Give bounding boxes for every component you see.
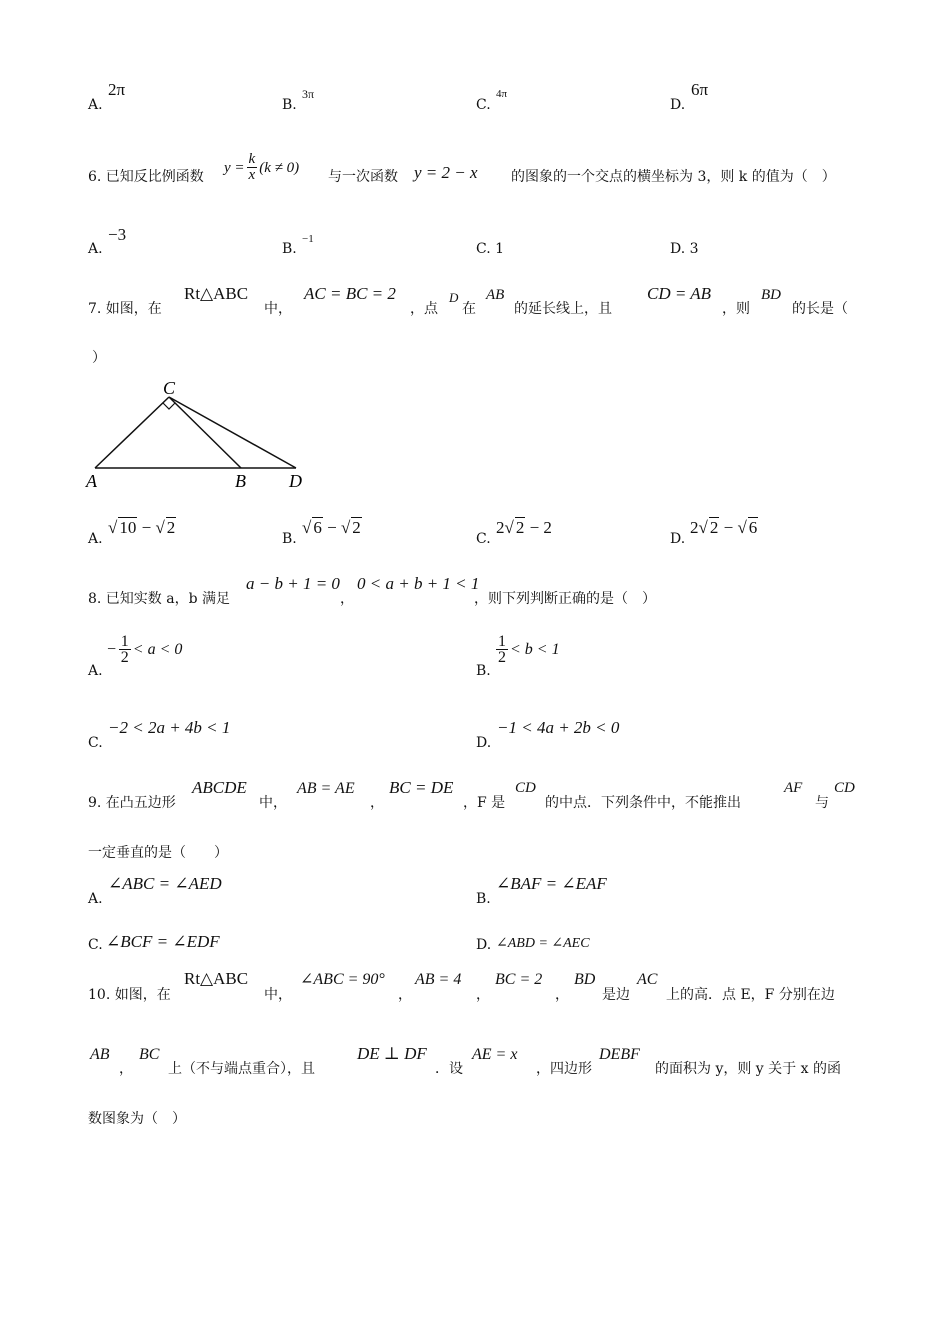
q10-bc: BC = 2: [495, 971, 543, 988]
q10-segment-ab: AB: [90, 1046, 110, 1063]
q7-option-d-op: −: [719, 518, 738, 537]
q7-option-b-label: B.: [282, 531, 297, 547]
q8-option-b-den: 2: [498, 649, 506, 666]
q10-ae: AE = x: [472, 1046, 518, 1063]
q10-rt-triangle: Rt△ABC: [184, 969, 249, 988]
q7-option-b: √ 6 − √ 2: [302, 518, 361, 537]
q10-comma-3: ，: [555, 987, 569, 1003]
q10-text-3: 是边: [602, 987, 630, 1003]
q10-text-2: 中，: [264, 987, 292, 1003]
q10-ab: AB = 4: [415, 971, 462, 988]
q8-option-b: [494, 634, 560, 665]
q10-quadrilateral: DEBF: [599, 1046, 640, 1063]
q7-option-b-radicand-1: 6: [313, 518, 322, 537]
q9-text-5: 与: [815, 795, 829, 811]
q7-rt-triangle: Rt△ABC: [184, 284, 249, 303]
q7-point-d: D: [449, 290, 459, 305]
q7-text-4: 在: [462, 301, 476, 317]
q9-segment-cd-2: CD: [834, 780, 855, 796]
q10-comma-1: ，: [398, 987, 412, 1003]
q8-option-a-neg: −: [106, 640, 117, 658]
q5-option-d: 6π: [691, 80, 709, 99]
q9-segment-cd: CD: [515, 780, 536, 796]
q6-function: [224, 152, 299, 183]
q7-right-angle-mark: [163, 403, 175, 409]
q5-option-c: 4π: [496, 88, 508, 100]
q10-angle: ∠ABC = 90°: [300, 971, 385, 988]
q5-option-b: 3π: [302, 87, 315, 101]
q10-text-1: 10. 如图，在: [88, 987, 171, 1003]
q9-option-a: ∠ABC = ∠AED: [108, 874, 222, 893]
q9-text-1: 9. 在凸五边形: [88, 795, 176, 811]
q7-option-a-op: −: [137, 518, 156, 537]
q6-option-a: −3: [108, 225, 127, 244]
q7-label-d: D: [289, 471, 302, 491]
q7-label-c: C: [163, 378, 176, 398]
q7-option-c-radicand: 2: [515, 518, 525, 537]
q9-text-3: ，F 是: [463, 795, 506, 811]
q7-option-c-coef: 2: [496, 518, 505, 537]
q8-option-b-fraction: [496, 634, 508, 665]
q8-option-a-den: 2: [120, 649, 129, 666]
q8-option-d-label: D.: [476, 735, 492, 751]
q9-option-c-label: C.: [88, 937, 103, 953]
q7-text-2: 中，: [264, 301, 292, 317]
q7-text-1: 7. 如图，在: [88, 301, 162, 317]
q7-segment-ab: AB: [486, 287, 505, 303]
q9-pentagon: ABCDE: [192, 778, 247, 797]
q7-option-a: √ 10 − √ 2: [108, 518, 176, 537]
q7-option-d-coef: 2: [690, 518, 699, 537]
q8-option-c: −2 < 2a + 4b < 1: [108, 718, 231, 737]
q8-comma: ，: [340, 591, 354, 607]
q10-text-8: 的面积为 y，则 y 关于 x 的函: [655, 1061, 841, 1077]
q7-option-b-op: −: [322, 518, 341, 537]
q6-linear: y = 2 − x: [414, 163, 478, 182]
q7-text-6: ，则: [722, 301, 750, 317]
q8-option-d: −1 < 4a + 2b < 0: [497, 718, 620, 737]
q6-text-3: 的图象的一个交点的横坐标为 3，则 k 的值为（ ）: [511, 169, 836, 185]
q9-condition-2: BC = DE: [389, 778, 454, 797]
q8-option-b-label: B.: [476, 663, 491, 679]
q6-text-1: 6. 已知反比例函数: [88, 169, 204, 185]
q7-option-c: 2√ 2 − 2: [496, 518, 552, 537]
q10-segment-bc: BC: [139, 1046, 160, 1063]
q9-comma: ，: [370, 795, 384, 811]
q9-option-d: ∠ABD = ∠AEC: [496, 936, 590, 951]
q5-option-a: 2π: [108, 80, 126, 99]
q6-condition: (k ≠ 0): [259, 159, 300, 176]
q6-fraction: [247, 152, 258, 183]
q7-option-c-label: C.: [476, 531, 491, 547]
q7-label-b: B: [235, 471, 246, 491]
q6-option-d: D. 3: [670, 241, 699, 257]
q7-option-d-label: D.: [670, 531, 686, 547]
q7-line-ac: [95, 397, 169, 468]
q6-frac-num: k: [248, 151, 256, 167]
q10-perpendicular: DE ⊥ DF: [357, 1044, 427, 1063]
q7-close-paren: ）: [92, 350, 106, 366]
q10-text-5: 上（不与端点重合），且: [168, 1061, 315, 1077]
q10-text-7: ，四边形: [536, 1061, 592, 1077]
q5-option-c-label: C.: [476, 97, 491, 113]
q9-option-d-label: D.: [476, 937, 492, 953]
q10-comma-2: ，: [476, 987, 490, 1003]
q7-option-a-radicand-2: 2: [166, 518, 176, 537]
q8-text-2: ，则下列判断正确的是（ ）: [474, 591, 656, 607]
q8-option-a-num: 1: [120, 633, 129, 650]
q7-condition-1: AC = BC = 2: [304, 284, 396, 303]
q7-option-b-radicand-2: 2: [352, 518, 361, 537]
q8-option-b-rest: < b < 1: [510, 640, 560, 658]
q6-option-b: −1: [302, 233, 314, 245]
q8-condition-1: a − b + 1 = 0: [246, 574, 340, 593]
q7-option-c-rest: − 2: [525, 518, 552, 537]
q9-segment-af: AF: [784, 780, 803, 796]
q10-ac: AC: [637, 971, 658, 988]
q5-option-a-label: A.: [88, 97, 103, 113]
q8-option-a-label: A.: [88, 663, 103, 679]
q9-text-4: 的中点．下列条件中，不能推出: [545, 795, 741, 811]
q9-text-6: 一定垂直的是（ ）: [88, 845, 228, 861]
q7-line-cb: [169, 397, 241, 468]
q7-condition-2: CD = AB: [647, 284, 712, 303]
q8-option-a: [106, 634, 182, 665]
q7-option-d-radicand-2: 6: [748, 518, 758, 537]
q5-option-b-label: B.: [282, 97, 297, 113]
q7-line-cd: [169, 397, 296, 468]
q8-condition-2: 0 < a + b + 1 < 1: [357, 574, 480, 593]
q10-text-4: 上的高．点 E，F 分别在边: [666, 987, 835, 1003]
q6-fn-lhs: y =: [224, 159, 245, 176]
q7-option-a-label: A.: [88, 531, 103, 547]
q6-text-2: 与一次函数: [328, 169, 398, 185]
q6-option-c: C. 1: [476, 241, 505, 257]
q10-bd: BD: [574, 971, 596, 988]
q7-label-a: A: [86, 471, 97, 491]
q7-option-d: 2√ 2 − √ 6: [690, 518, 758, 537]
q6-option-b-label: B.: [282, 241, 297, 257]
q7-text-5: 的延长线上，且: [514, 301, 612, 317]
q6-option-a-label: A.: [88, 241, 103, 257]
q8-option-c-label: C.: [88, 735, 103, 751]
q7-option-a-radicand-1: 10: [119, 518, 137, 537]
q9-option-c: ∠BCF = ∠EDF: [106, 932, 220, 951]
q6-frac-den: x: [248, 167, 256, 183]
q7-text-3: ，点: [410, 301, 438, 317]
q10-text-9: 数图象为（ ）: [88, 1111, 186, 1127]
q8-option-a-fraction: [119, 634, 131, 665]
q9-option-b: ∠BAF = ∠EAF: [496, 874, 607, 893]
q8-option-a-rest: < a < 0: [132, 640, 183, 658]
q7-option-d-radicand-1: 2: [709, 518, 719, 537]
q7-segment-bd: BD: [761, 287, 781, 303]
q9-text-2: 中，: [259, 795, 287, 811]
q9-condition-1: AB = AE: [297, 780, 355, 797]
q9-option-b-label: B.: [476, 891, 491, 907]
q8-option-b-num: 1: [498, 633, 506, 650]
q9-option-a-label: A.: [88, 891, 103, 907]
q10-text-6: ．设: [435, 1061, 463, 1077]
q10-comma-4: ，: [119, 1061, 133, 1077]
q5-option-d-label: D.: [670, 97, 686, 113]
q8-text-1: 8. 已知实数 a，b 满足: [88, 591, 231, 607]
q7-text-7: 的长是（: [792, 301, 848, 317]
q7-figure: [80, 375, 320, 495]
